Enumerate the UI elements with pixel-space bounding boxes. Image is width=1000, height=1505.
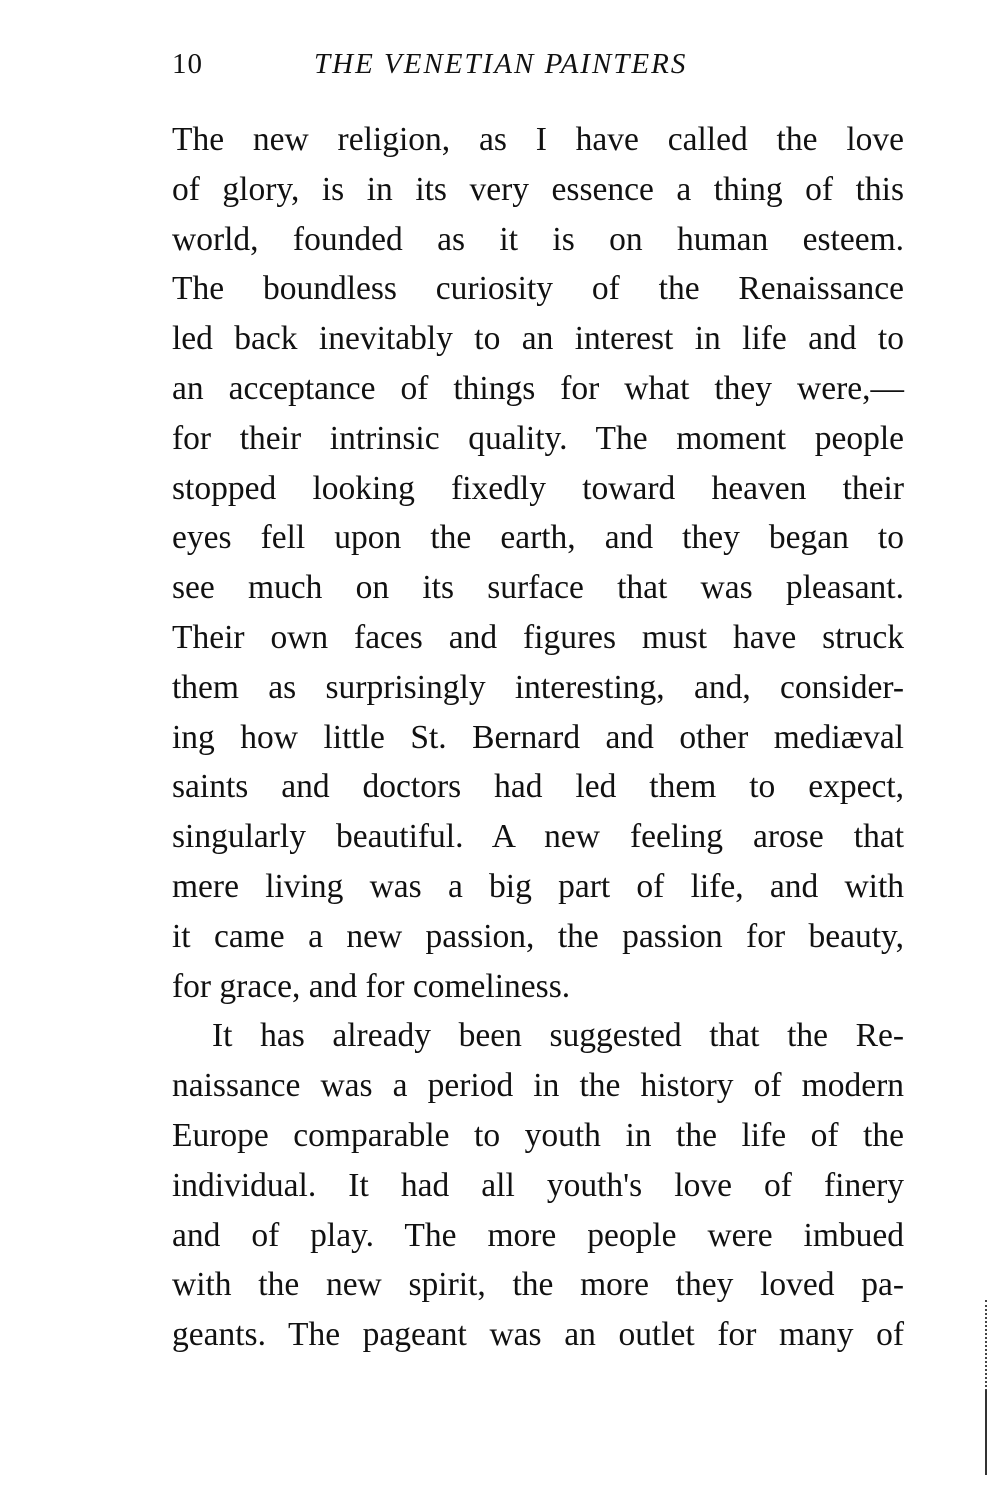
paragraph-2: [172, 1011, 904, 1360]
scan-margin-line: [985, 1390, 987, 1475]
text-line: It has already been suggested that the Re-: [212, 1017, 904, 1055]
text-line: see much on its surface that was pleasant.: [172, 569, 904, 607]
text-line: led back inevitably to an interest in life and to: [172, 320, 904, 358]
running-head: THE VENETIAN PAINTERS: [314, 48, 688, 80]
text-line: and of play. The more people were imbued: [172, 1216, 904, 1254]
text-line: individual. It had all youth's love of finery: [172, 1166, 904, 1204]
text-line: eyes fell upon the earth, and they began to: [172, 519, 904, 557]
text-line: geants. The pageant was an outlet for many of: [172, 1316, 904, 1354]
text-line: it came a new passion, the passion for beauty,: [172, 917, 904, 955]
text-line: for grace, and for comeliness.: [172, 967, 571, 1005]
text-line: The boundless curiosity of the Renaissance: [172, 270, 904, 308]
page-header: [172, 44, 912, 84]
text-line: naissance was a period in the history of modern: [172, 1067, 904, 1105]
body-text: [172, 115, 904, 1360]
text-line: an acceptance of things for what they were,—: [172, 369, 904, 407]
paragraph-1: [172, 115, 904, 1011]
text-line: The new religion, as I have called the love: [172, 121, 904, 158]
text-line: mere living was a big part of life, and with: [172, 867, 904, 905]
text-line: stopped looking fixedly toward heaven their: [172, 469, 904, 507]
text-line: Europe comparable to youth in the life of the: [172, 1116, 904, 1154]
text-line: world, founded as it is on human esteem.: [172, 220, 904, 258]
page-number: 10: [172, 48, 203, 80]
text-line: ing how little St. Bernard and other mediæval: [172, 718, 904, 756]
text-line: with the new spirit, the more they loved pa-: [172, 1266, 904, 1304]
text-line: for their intrinsic quality. The moment people: [172, 419, 904, 457]
text-line: of glory, is in its very essence a thing of this: [172, 170, 904, 208]
text-line: them as surprisingly interesting, and, consider-: [172, 668, 904, 706]
text-line: singularly beautiful. A new feeling arose that: [172, 818, 904, 856]
text-line: Their own faces and figures must have struck: [172, 618, 904, 656]
text-line: saints and doctors had led them to expect,: [172, 768, 904, 806]
